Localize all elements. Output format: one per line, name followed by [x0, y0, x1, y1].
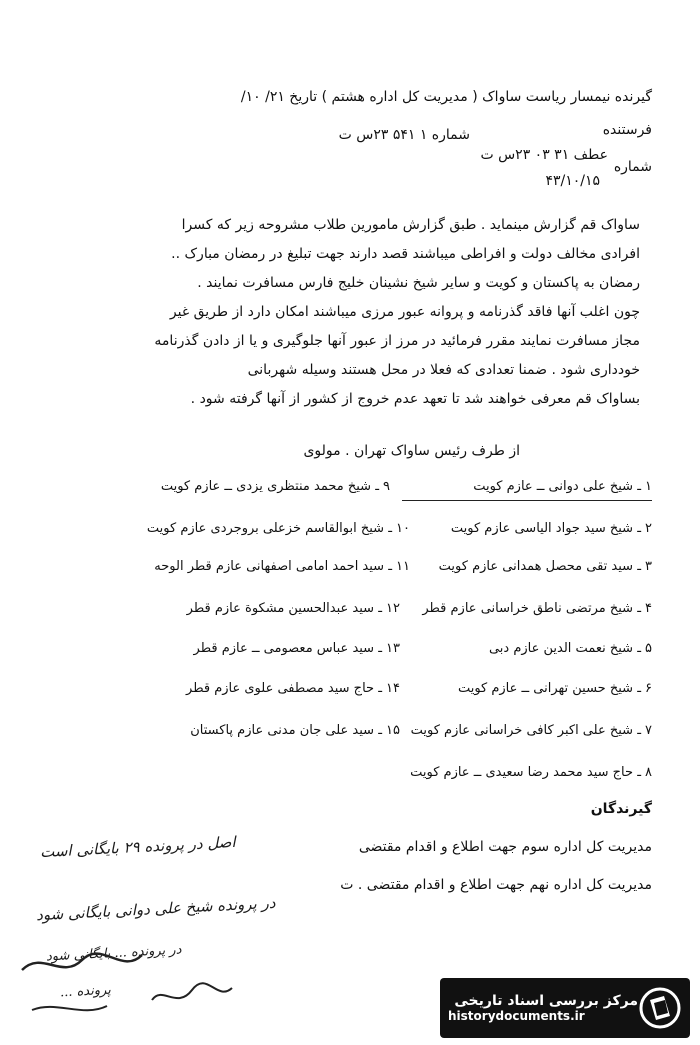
- recipient-entry: مدیریت کل اداره نهم جهت اطلاع و اقدام مقتضی . ت: [340, 877, 652, 893]
- list-item: ۴ـ شیخ مرتضی ناطق خراسانی عازم قطر: [422, 601, 652, 616]
- body-line: چون اغلب آنها فاقد گذرنامه و پروانه عبور مرزی میباشند امکان دارد از طریق غیر: [169, 304, 640, 320]
- body-line: بساواک قم معرفی خواهند شد تا تعهد عدم خروج از کشور از آنها گرفته شود .: [190, 391, 640, 407]
- handwritten-note: در پرونده شیخ علی دوانی بایگانی شود: [35, 893, 276, 925]
- sender-label: فرستنده: [602, 122, 652, 138]
- list-item: ۶ـ شیخ حسین تهرانی ــ عازم کویت: [457, 681, 652, 696]
- handwritten-note: اصل در پرونده ۲۹ بایگانی است: [39, 832, 237, 862]
- list-item: ۳ـ سید تقی محصل همدانی عازم کویت: [438, 559, 652, 574]
- sender-reference: عطف ۳۱ ۰۳ ۲۳س ت: [480, 147, 608, 163]
- list-item: ۱۴ـ حاج سید مصطفی علوی عازم قطر: [186, 681, 400, 696]
- recipient-line: گیرنده نیمسار ریاست ساواک ( مدیریت کل اداره هشتم ) تاریخ ۲۱/ ۱۰/: [240, 89, 652, 105]
- logo-persian-text: مرکز بررسی اسناد تاریخی: [454, 993, 638, 1009]
- body-line: مجاز مسافرت نمایند مقرر فرمائید در مرز از عبور آنها جلوگیری و یا از دادن گذرنامه: [154, 333, 640, 349]
- list-item: ۵ـ شیخ نعمت الدین عازم دبی: [488, 641, 652, 656]
- recipients-label: گیرندگان: [590, 801, 652, 817]
- signature-line: از طرف رئیس ساواک تهران . مولوی: [303, 443, 520, 459]
- list-item: ۹ـ شیخ محمد منتظری یزدی ــ عازم کویت: [160, 479, 390, 494]
- sender-number-label: شماره: [613, 159, 652, 175]
- underline-mark: [402, 500, 652, 501]
- list-item: ۱۱ـ سید احمد امامی اصفهانی عازم قطر الوحه: [154, 559, 410, 574]
- list-item: ۲ـ شیخ سید جواد الیاسی عازم کویت: [450, 521, 652, 536]
- body-line: رمضان به پاکستان و کویت و سایر شیخ نشینان خلیج فارس مسافرت نمایند .: [197, 275, 640, 291]
- list-item: ۸ـ حاج سید محمد رضا سعیدی ــ عازم کویت: [410, 765, 652, 780]
- handwritten-note: پرونده ...: [59, 982, 112, 1001]
- logo-website-text: historydocuments.ir: [448, 1009, 585, 1023]
- body-line: خودداری شود . ضمنا تعدادی که فعلا در محل هستند وسیله شهربانی: [247, 362, 640, 378]
- list-item: ۱۲ـ سید عبدالحسین مشکوة عازم قطر: [186, 601, 400, 616]
- handwritten-note: در پرونده ... بایگانی شود: [45, 942, 182, 965]
- document-number: شماره ۱ ۵۴۱ ۲۳س ت: [338, 127, 470, 143]
- archive-emblem-icon: [638, 986, 682, 1030]
- archive-logo: [440, 978, 690, 1038]
- list-item: ۱۵ـ سید علی جان مدنی عازم پاکستان: [190, 723, 400, 738]
- sender-date: ۴۳/۱۰/۱۵: [545, 173, 600, 189]
- list-item: ۱ـ شیخ علی دوانی ــ عازم کویت: [473, 479, 652, 494]
- recipient-entry: مدیریت کل اداره سوم جهت اطلاع و اقدام مقتضی: [358, 839, 652, 855]
- list-item: ۷ـ شیخ علی اکبر کافی خراسانی عازم کویت: [410, 723, 652, 738]
- list-item: ۱۳ـ سید عباس معصومی ــ عازم قطر: [193, 641, 400, 656]
- handwritten-signature-scribble: [12, 940, 242, 1030]
- body-line: افرادی مخالف دولت و افراطی میباشند قصد دارند جهت تبلیغ در رمضان مبارک ..: [171, 246, 640, 262]
- list-item: ۱۰ـ شیخ ابوالقاسم خزعلی بروجردی عازم کویت: [146, 521, 410, 536]
- body-line: ساواک قم گزارش مینماید . طبق گزارش مامورین طلاب مشروحه زیر که کسرا: [181, 217, 640, 233]
